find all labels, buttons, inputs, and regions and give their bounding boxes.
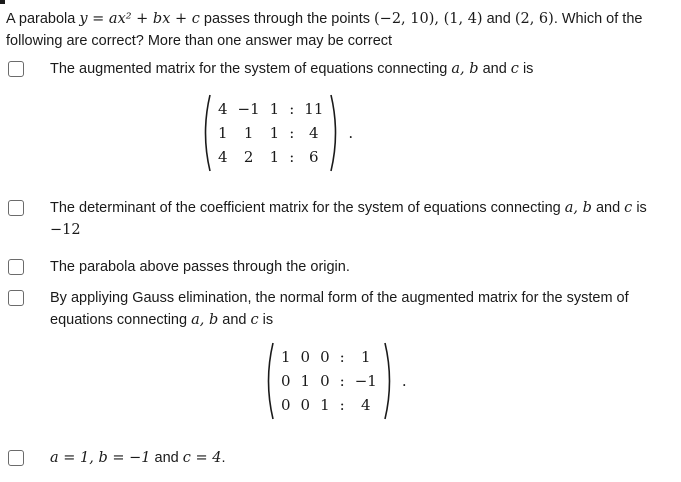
matrix-cell: : [289, 100, 295, 118]
option-1-checkbox[interactable] [8, 61, 24, 77]
matrix-cell: 11 [304, 100, 324, 118]
option-3-text: The parabola above passes through the origin. [50, 259, 350, 275]
option-5-eq2: c = 4 [182, 450, 222, 466]
matrix-cell: 4 [360, 396, 371, 414]
option-4-checkbox[interactable] [8, 290, 24, 306]
matrix-row [213, 121, 328, 145]
matrix-cell: 0 [300, 396, 311, 414]
option-4-vars: a, b [191, 312, 219, 328]
option-2-vars: a, b [564, 200, 592, 216]
matrix-cell: 1 [218, 124, 228, 142]
matrix-cell: : [339, 372, 345, 390]
matrix-cell: −1 [237, 100, 260, 118]
left-paren [199, 93, 213, 173]
matrix-cell: 4 [218, 148, 228, 166]
augmented-matrix [199, 93, 353, 173]
option-2-pre: The determinant of the coefficient matrix for the system of equations connecting [50, 200, 565, 216]
option-1-and: and [478, 61, 511, 77]
matrix-cell: 0 [320, 348, 330, 366]
augmented-matrix-table [213, 97, 328, 169]
option-1-vars: a, b [451, 61, 479, 77]
matrix-cell: 1 [269, 124, 280, 142]
matrix-cell: 2 [243, 148, 254, 166]
matrix-cell: 1 [360, 348, 371, 366]
question-point3: (2, 6) [514, 11, 554, 27]
matrix-cell: 1 [269, 148, 280, 166]
matrix-cell: 6 [309, 148, 319, 166]
matrix-row [276, 345, 382, 369]
option-4-text [50, 287, 670, 331]
option-5-post: . [221, 450, 226, 466]
matrix-cell: 1 [281, 348, 291, 366]
parabola-equation: y = ax² + bx + c [79, 11, 200, 27]
option-1-var3: c [510, 61, 519, 77]
question-mid: passes through the points [199, 11, 375, 27]
option-5-text [50, 447, 670, 469]
matrix-cell: 4 [309, 124, 319, 142]
matrix-cell: : [339, 396, 345, 414]
normal-form-matrix-table [276, 345, 382, 417]
matrix-cell: 0 [281, 372, 291, 390]
option-4-and: and [218, 312, 251, 328]
option-2-post: is [632, 200, 647, 216]
option-5-checkbox[interactable] [8, 450, 24, 466]
option-2-and: and [591, 200, 625, 216]
matrix-cell: −1 [354, 372, 377, 390]
matrix-cell: 4 [218, 100, 228, 118]
option-2-text [50, 197, 670, 241]
corner-mark [0, 0, 5, 4]
matrix-cell: : [339, 348, 345, 366]
option-1-pre: The augmented matrix for the system of equations connecting [50, 61, 452, 77]
option-5-eq1: a = 1, b = −1 [50, 450, 151, 466]
matrix-row [276, 393, 382, 417]
option-1-text [50, 58, 670, 80]
option-5-and: and [150, 450, 183, 466]
matrix-period: . [401, 372, 407, 390]
matrix-row [213, 97, 328, 121]
matrix-cell: 1 [269, 100, 280, 118]
matrix-cell: : [289, 124, 295, 142]
left-paren [262, 341, 276, 421]
option-3-checkbox[interactable] [8, 259, 24, 275]
question-text [6, 8, 674, 52]
right-paren [382, 341, 396, 421]
matrix-cell: 1 [300, 372, 311, 390]
option-4-pre: By appliying Gauss elimination, the normal form of the augmented matrix for the system of equations connecting [50, 290, 629, 328]
option-4-var3: c [250, 312, 259, 328]
determinant-value: −12 [50, 222, 81, 238]
question-and: and [482, 11, 515, 27]
question-pre: A parabola [6, 11, 80, 27]
option-1-post: is [518, 61, 534, 77]
matrix-cell: 1 [320, 396, 330, 414]
matrix-row [276, 369, 382, 393]
matrix-cell: 0 [300, 348, 311, 366]
option-4-post: is [258, 312, 274, 328]
normal-form-matrix [262, 341, 407, 421]
matrix-cell: 0 [320, 372, 330, 390]
question-post: . Which of the following are correct? More than one answer may be correct [6, 11, 643, 49]
matrix-cell: 1 [243, 124, 254, 142]
matrix-row [213, 145, 328, 169]
option-2-checkbox[interactable] [8, 200, 24, 216]
option-2-var3: c [624, 200, 633, 216]
matrix-cell: 0 [281, 396, 291, 414]
right-paren [328, 93, 342, 173]
question-points: (−2, 10), (1, 4) [374, 11, 483, 27]
matrix-period: . [348, 124, 354, 142]
matrix-cell: : [289, 148, 295, 166]
